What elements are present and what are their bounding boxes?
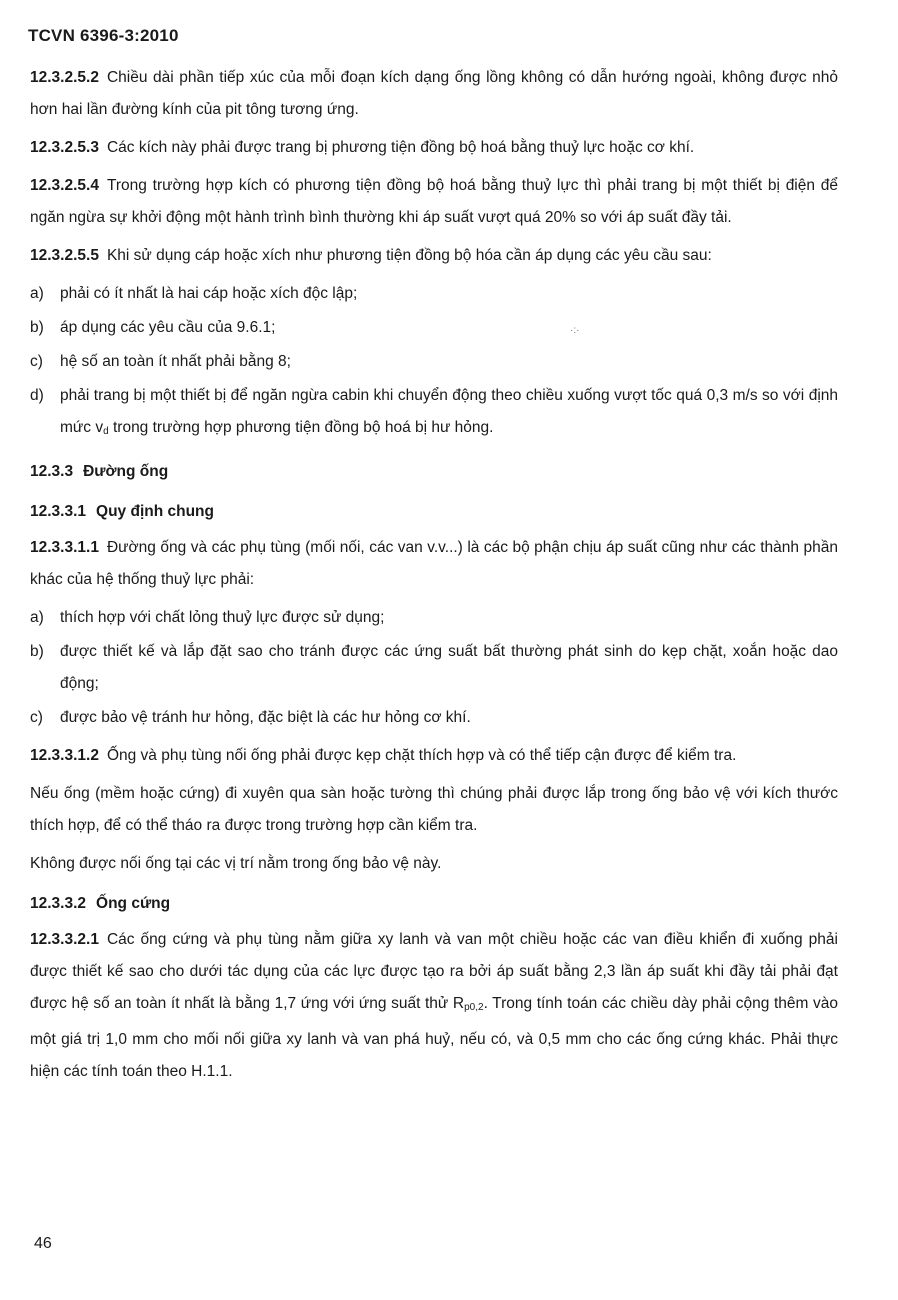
list-letter: c) <box>30 709 43 726</box>
section-heading-12-3-3-1 <box>30 496 838 528</box>
clause-12-3-2-5-4 <box>30 170 838 234</box>
list-item-text: phải có ít nhất là hai cáp hoặc xích độc lập; <box>60 285 358 302</box>
clause-text: Trong trường hợp kích có phương tiện đồng bộ hoá bằng thuỷ lực thì phải trang bị một thiết bị điện để ngăn ngừa sự khởi động một hành trình bình thường khi áp suất vượt quá 20% so với áp suất đầy tải. <box>30 177 838 226</box>
list-item-b <box>30 636 838 700</box>
paragraph-no-joints <box>30 848 838 880</box>
section-title: Quy định chung <box>96 503 214 520</box>
section-title: Đường ống <box>83 463 169 480</box>
list-item-text-end: trong trường hợp phương tiện đồng bộ hoá bị hư hỏng. <box>108 419 494 436</box>
clause-text: Chiều dài phần tiếp xúc của mỗi đoạn kích dạng ống lồng không có dẫn hướng ngoài, không được nhỏ hơn hai lần đường kính của pit tông tương ứng. <box>30 69 838 118</box>
paragraph-text: Không được nối ống tại các vị trí nằm trong ống bảo vệ này. <box>30 855 442 872</box>
clause-text: Các kích này phải được trang bị phương tiện đồng bộ hoá bằng thuỷ lực hoặc cơ khí. <box>106 139 695 156</box>
list-item-text: thích hợp với chất lỏng thuỷ lực được sử dụng; <box>60 609 385 626</box>
list-item-text: được thiết kế và lắp đặt sao cho tránh được các ứng suất bất thường phát sinh do kẹp chặt, xoắn hoặc dao động; <box>60 643 838 692</box>
scan-speck: ·:· <box>570 325 580 336</box>
list-item-d <box>30 380 838 448</box>
list-item-a <box>30 602 838 634</box>
list-letter: a) <box>30 285 44 302</box>
clause-number: 12.3.2.5.3 <box>30 139 99 156</box>
list-letter: b) <box>30 319 44 336</box>
clause-text: Ống và phụ tùng nối ống phải được kẹp chặt thích hợp và có thể tiếp cận được để kiểm tra. <box>106 747 737 764</box>
clause-number: 12.3.2.5.4 <box>30 177 99 194</box>
clause-number: 12.3.3.1.1 <box>30 539 99 556</box>
list-item-b <box>30 312 838 344</box>
clause-12-3-2-5-5 <box>30 240 838 272</box>
clause-12-3-3-1-2 <box>30 740 838 772</box>
clause-12-3-2-5-3 <box>30 132 838 164</box>
section-title: Ống cứng <box>96 895 171 912</box>
paragraph-text: Nếu ống (mềm hoặc cứng) đi xuyên qua sàn hoặc tường thì chúng phải được lắp trong ống bảo vệ với kích thước thích hợp, để có thể tháo ra được trong trường hợp cần kiểm tra. <box>30 785 838 834</box>
section-heading-12-3-3 <box>30 456 838 488</box>
document-body <box>30 62 838 1094</box>
list-item-text: được bảo vệ tránh hư hỏng, đặc biệt là các hư hỏng cơ khí. <box>60 709 471 726</box>
clause-number: 12.3.2.5.5 <box>30 247 99 264</box>
section-number: 12.3.3.2 <box>30 895 87 912</box>
subscript: p0,2 <box>464 1002 484 1013</box>
list-item-text: phải trang bị một thiết bị để ngăn ngừa cabin khi chuyển động theo chiều xuống vượt tốc quá 0,3 m/s so với định mức v <box>60 387 838 436</box>
clause-text-end: . Trong tính toán các chiều dày phải cộng thêm vào một giá trị 1,0 mm cho mối nối giữa xy lanh và van phá huỷ, nếu có, và 0,5 mm cho các ống cứng khác. Phải thực hiện các tính toán theo H.1.1. <box>30 995 838 1080</box>
clause-12-3-3-1-1 <box>30 532 838 596</box>
clause-text: Khi sử dụng cáp hoặc xích như phương tiện đồng bộ hóa cần áp dụng các yêu cầu sau: <box>106 247 712 264</box>
section-heading-12-3-3-2 <box>30 888 838 920</box>
subscript: d <box>103 426 109 437</box>
list-item-text: áp dụng các yêu cầu của 9.6.1; <box>60 319 276 336</box>
clause-text: Các ống cứng và phụ tùng nằm giữa xy lanh và van một chiều hoặc các van điều khiển đi xuống phải được thiết kế sao cho dưới tác dụng của các lực được tạo ra bởi áp suất bằng 2,3 lần áp suất khi đầy tải phải đạt được hệ số an toàn ít nhất là bằng 1,7 ứng với ứng suất thử R <box>30 931 838 1012</box>
list-item-c <box>30 346 838 378</box>
list-letter: d) <box>30 387 44 404</box>
list-letter: a) <box>30 609 44 626</box>
clause-text: Đường ống và các phụ tùng (mối nối, các van v.v...) là các bộ phận chịu áp suất cũng như các thành phần khác của hệ thống thuỷ lực phải: <box>30 539 838 588</box>
page-number: 46 <box>34 1235 52 1252</box>
list-letter: c) <box>30 353 43 370</box>
list-item-c <box>30 702 838 734</box>
section-number: 12.3.3 <box>30 463 74 480</box>
list-item-text: hệ số an toàn ít nhất phải bằng 8; <box>60 353 291 370</box>
clause-number: 12.3.3.1.2 <box>30 747 99 764</box>
clause-12-3-3-2-1 <box>30 924 838 1088</box>
clause-number: 12.3.2.5.2 <box>30 69 99 86</box>
clause-number: 12.3.3.2.1 <box>30 931 99 948</box>
list-letter: b) <box>30 643 44 660</box>
paragraph-protective-sleeve <box>30 778 838 842</box>
clause-12-3-2-5-2 <box>30 62 838 126</box>
section-number: 12.3.3.1 <box>30 503 87 520</box>
standard-code-header: TCVN 6396-3:2010 <box>28 26 179 45</box>
list-item-a <box>30 278 838 310</box>
